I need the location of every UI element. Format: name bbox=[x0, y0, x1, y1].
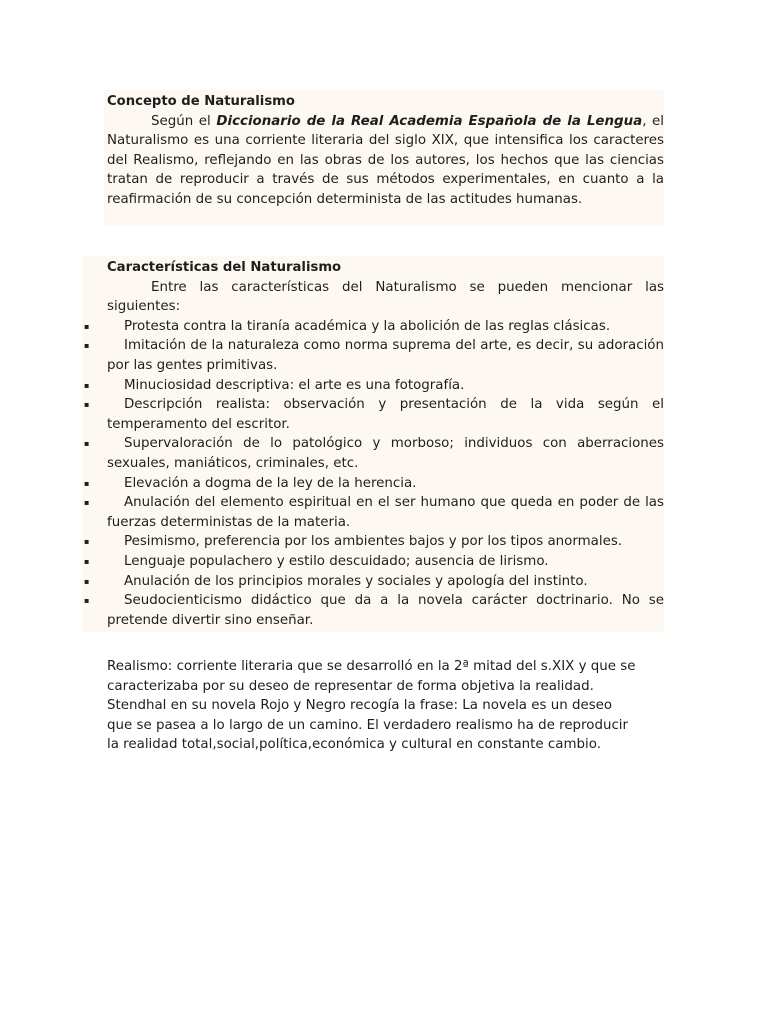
realism-line: caracterizaba por su deseo de representar de forma objetiva la realidad. bbox=[107, 678, 594, 694]
characteristic-text: Elevación a dogma de la ley de la herencia. bbox=[124, 475, 417, 491]
bullet-icon: ▪ bbox=[84, 478, 90, 488]
characteristic-text: Imitación de la naturaleza como norma suprema del arte, es decir, su adoración por las gentes primitivas. bbox=[107, 338, 664, 373]
realism-section bbox=[104, 657, 684, 755]
characteristic-item bbox=[84, 317, 664, 337]
bullet-icon: ▪ bbox=[84, 400, 90, 410]
characteristic-item bbox=[84, 591, 664, 630]
characteristic-text: Minuciosidad descriptiva: el arte es una fotografía. bbox=[124, 377, 465, 393]
bullet-icon: ▪ bbox=[84, 537, 90, 547]
characteristic-text: Anulación del elemento espiritual en el ser humano que queda en poder de las fuerzas deterministas de la materia. bbox=[107, 495, 664, 530]
bullet-icon: ▪ bbox=[84, 498, 90, 508]
concept-intro: Según el bbox=[151, 113, 217, 129]
bullet-icon: ▪ bbox=[84, 321, 90, 331]
bullet-icon: ▪ bbox=[84, 556, 90, 566]
bullet-icon: ▪ bbox=[84, 380, 90, 390]
characteristic-text: Protesta contra la tiranía académica y la abolición de las reglas clásicas. bbox=[124, 318, 611, 334]
concept-heading: Concepto de Naturalismo bbox=[107, 94, 295, 109]
characteristic-item bbox=[84, 336, 664, 375]
concept-paragraph bbox=[107, 112, 664, 210]
characteristic-text: Supervaloración de lo patológico y morboso; individuos con aberraciones sexuales, maniáticos, criminales, etc. bbox=[107, 436, 664, 471]
characteristic-text: Lenguaje populachero y estilo descuidado; ausencia de lirismo. bbox=[124, 553, 549, 569]
characteristics-intro: Entre las características del Naturalismo se pueden mencionar las siguientes: bbox=[107, 279, 664, 315]
characteristics-list bbox=[84, 317, 664, 631]
characteristic-text: Anulación de los principios morales y sociales y apología del instinto. bbox=[124, 573, 588, 589]
characteristic-item bbox=[84, 552, 664, 572]
characteristics-section bbox=[82, 256, 664, 632]
characteristics-heading: Características del Naturalismo bbox=[107, 260, 342, 275]
concept-body: , el Naturalismo es una corriente literaria del siglo XIX, que intensifica los caracteres del Realismo, reflejando en las obras de los autores, los hechos que las ciencias tratan de reproducir a través de sus métodos experimentales, en cuanto a la reafirmación de su concepción determinista de las actitudes humanas. bbox=[107, 113, 664, 207]
characteristic-item bbox=[84, 474, 664, 494]
characteristic-item bbox=[84, 532, 664, 552]
realism-line: la realidad total,social,política,económica y cultural en constante cambio. bbox=[107, 737, 601, 753]
concept-section bbox=[104, 90, 664, 226]
bullet-icon: ▪ bbox=[84, 439, 90, 449]
characteristic-item bbox=[84, 395, 664, 434]
characteristic-item bbox=[84, 376, 664, 396]
bullet-icon: ▪ bbox=[84, 341, 90, 351]
realism-line: corriente literaria que se desarrolló en la 2ª mitad del s.XIX y que se bbox=[172, 659, 636, 674]
realism-line: Stendhal en su novela Rojo y Negro recogía la frase: La novela es un deseo bbox=[107, 698, 613, 714]
bullet-icon: ▪ bbox=[84, 596, 90, 606]
characteristic-item bbox=[84, 493, 664, 532]
characteristic-item bbox=[84, 434, 664, 473]
realism-label: Realismo: bbox=[107, 659, 173, 674]
characteristic-item bbox=[84, 572, 664, 592]
characteristic-text: Descripción realista: observación y presentación de la vida según el temperamento del escritor. bbox=[107, 397, 664, 432]
characteristic-text: Seudocienticismo didáctico que da a la novela carácter doctrinario. No se pretende divertir sino enseñar. bbox=[107, 593, 664, 628]
dictionary-title: Diccionario de la Real Academia Española de la Lengua bbox=[216, 113, 643, 129]
bullet-icon: ▪ bbox=[84, 576, 90, 586]
realism-line: que se pasea a lo largo de un camino. El verdadero realismo ha de reproducir bbox=[107, 717, 629, 733]
realism-paragraph bbox=[107, 657, 684, 755]
characteristic-text: Pesimismo, preferencia por los ambientes bajos y por los tipos anormales. bbox=[124, 534, 623, 550]
